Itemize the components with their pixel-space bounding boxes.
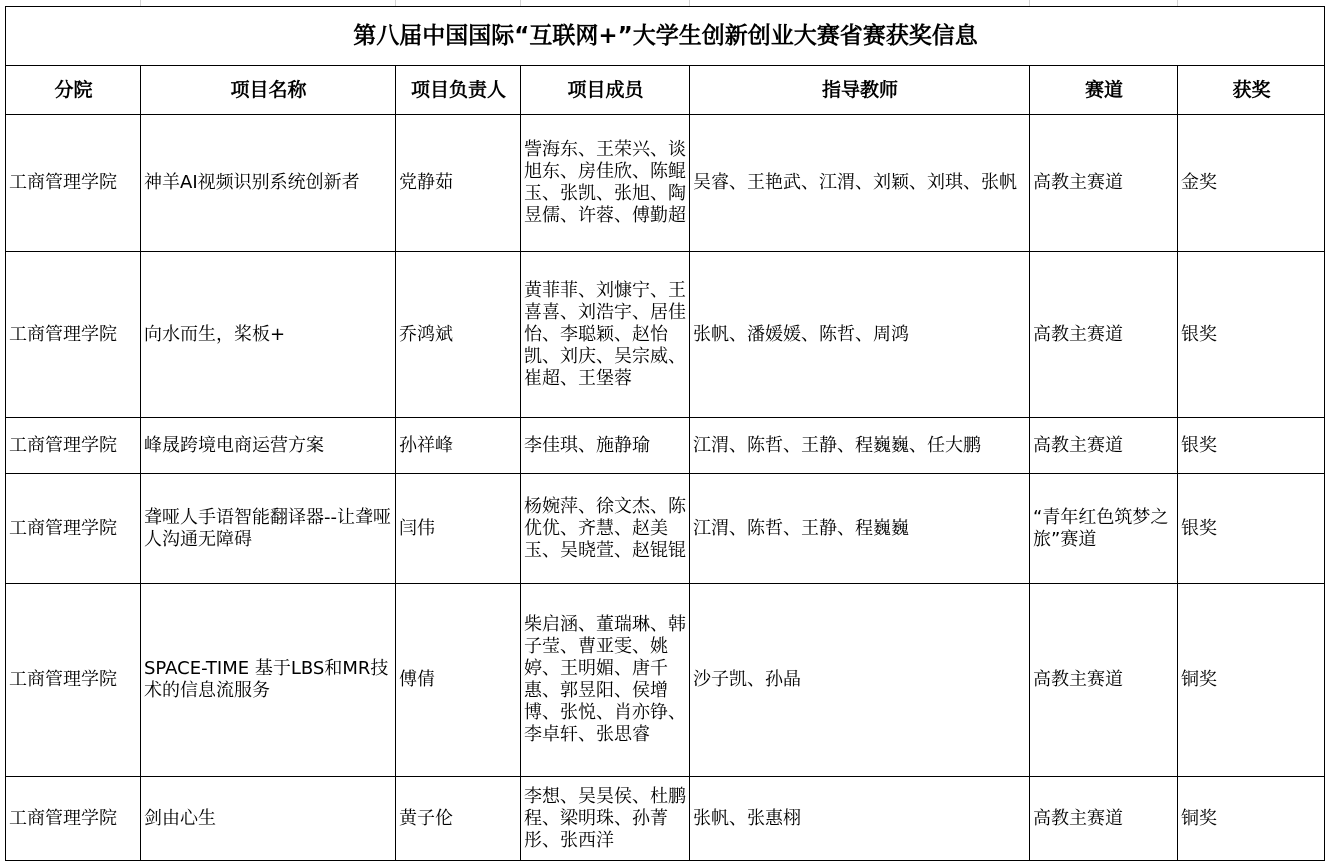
- awards-table: [5, 6, 1325, 861]
- table-row: [6, 115, 1325, 252]
- cell-award[interactable]: 铜奖: [1178, 777, 1325, 861]
- cell-advisors[interactable]: 沙子凯、孙晶: [690, 584, 1030, 777]
- cell-project[interactable]: 剑由心生: [141, 777, 396, 861]
- table-row: [6, 777, 1325, 861]
- cell-members[interactable]: 黄菲菲、刘慷宁、王喜喜、刘浩宇、居佳怡、李聪颖、赵怡凯、刘庆、吴宗威、崔超、王堡蓉: [521, 252, 690, 418]
- cell-college[interactable]: 工商管理学院: [6, 115, 141, 252]
- cell-award[interactable]: 铜奖: [1178, 584, 1325, 777]
- cell-leader[interactable]: 闫伟: [396, 474, 521, 584]
- cell-advisors[interactable]: 江渭、陈哲、王静、程巍巍、任大鹏: [690, 418, 1030, 474]
- cell-track[interactable]: 高教主赛道: [1030, 115, 1178, 252]
- cell-award[interactable]: 金奖: [1178, 115, 1325, 252]
- cell-track[interactable]: 高教主赛道: [1030, 252, 1178, 418]
- table-row: [6, 418, 1325, 474]
- cell-track[interactable]: “青年红色筑梦之旅”赛道: [1030, 474, 1178, 584]
- cell-members[interactable]: 訾海东、王荣兴、谈旭东、房佳欣、陈鲲玉、张凯、张旭、陶昱儒、许蓉、傅勤超: [521, 115, 690, 252]
- cell-members[interactable]: 杨婉萍、徐文杰、陈优优、齐慧、赵美玉、吴晓萱、赵锟锟: [521, 474, 690, 584]
- cell-award[interactable]: 银奖: [1178, 252, 1325, 418]
- header-advisors[interactable]: 指导教师: [690, 66, 1030, 115]
- cell-advisors[interactable]: 张帆、潘媛媛、陈哲、周鸿: [690, 252, 1030, 418]
- cell-advisors[interactable]: 张帆、张惠栩: [690, 777, 1030, 861]
- table-title[interactable]: 第八届中国国际“互联网+”大学生创新创业大赛省赛获奖信息: [6, 7, 1325, 66]
- cell-college[interactable]: 工商管理学院: [6, 777, 141, 861]
- header-project[interactable]: 项目名称: [141, 66, 396, 115]
- cell-advisors[interactable]: 吴睿、王艳武、江渭、刘颖、刘琪、张帆: [690, 115, 1030, 252]
- cell-advisors[interactable]: 江渭、陈哲、王静、程巍巍: [690, 474, 1030, 584]
- header-row: [6, 66, 1325, 115]
- cell-project[interactable]: 神羊AI视频识别系统创新者: [141, 115, 396, 252]
- cell-award[interactable]: 银奖: [1178, 418, 1325, 474]
- cell-track[interactable]: 高教主赛道: [1030, 418, 1178, 474]
- cell-college[interactable]: 工商管理学院: [6, 584, 141, 777]
- cell-project[interactable]: 聋哑人手语智能翻译器--让聋哑人沟通无障碍: [141, 474, 396, 584]
- table-row: [6, 584, 1325, 777]
- cell-members[interactable]: 柴启涵、董瑞琳、韩子莹、曹亚雯、姚婷、王明媚、唐千惠、郭昱阳、侯增博、张悦、肖亦铮、李卓轩、张思睿: [521, 584, 690, 777]
- title-row: [6, 7, 1325, 66]
- cell-college[interactable]: 工商管理学院: [6, 418, 141, 474]
- header-leader[interactable]: 项目负责人: [396, 66, 521, 115]
- cell-leader[interactable]: 傅倩: [396, 584, 521, 777]
- cell-leader[interactable]: 乔鸿斌: [396, 252, 521, 418]
- table-row: [6, 252, 1325, 418]
- cell-project[interactable]: SPACE-TIME 基于LBS和MR技术的信息流服务: [141, 584, 396, 777]
- header-award[interactable]: 获奖: [1178, 66, 1325, 115]
- cell-college[interactable]: 工商管理学院: [6, 252, 141, 418]
- cell-award[interactable]: 银奖: [1178, 474, 1325, 584]
- header-members[interactable]: 项目成员: [521, 66, 690, 115]
- cell-leader[interactable]: 黄子伦: [396, 777, 521, 861]
- cell-track[interactable]: 高教主赛道: [1030, 584, 1178, 777]
- header-college[interactable]: 分院: [6, 66, 141, 115]
- cell-members[interactable]: 李想、吴昊侯、杜鹏程、梁明珠、孙菁彤、张西洋: [521, 777, 690, 861]
- table-row: [6, 474, 1325, 584]
- cell-track[interactable]: 高教主赛道: [1030, 777, 1178, 861]
- cell-project[interactable]: 峰晟跨境电商运营方案: [141, 418, 396, 474]
- cell-project[interactable]: 向水而生，桨板+: [141, 252, 396, 418]
- cell-college[interactable]: 工商管理学院: [6, 474, 141, 584]
- cell-leader[interactable]: 孙祥峰: [396, 418, 521, 474]
- cell-members[interactable]: 李佳琪、施静瑜: [521, 418, 690, 474]
- cell-leader[interactable]: 党静茹: [396, 115, 521, 252]
- header-track[interactable]: 赛道: [1030, 66, 1178, 115]
